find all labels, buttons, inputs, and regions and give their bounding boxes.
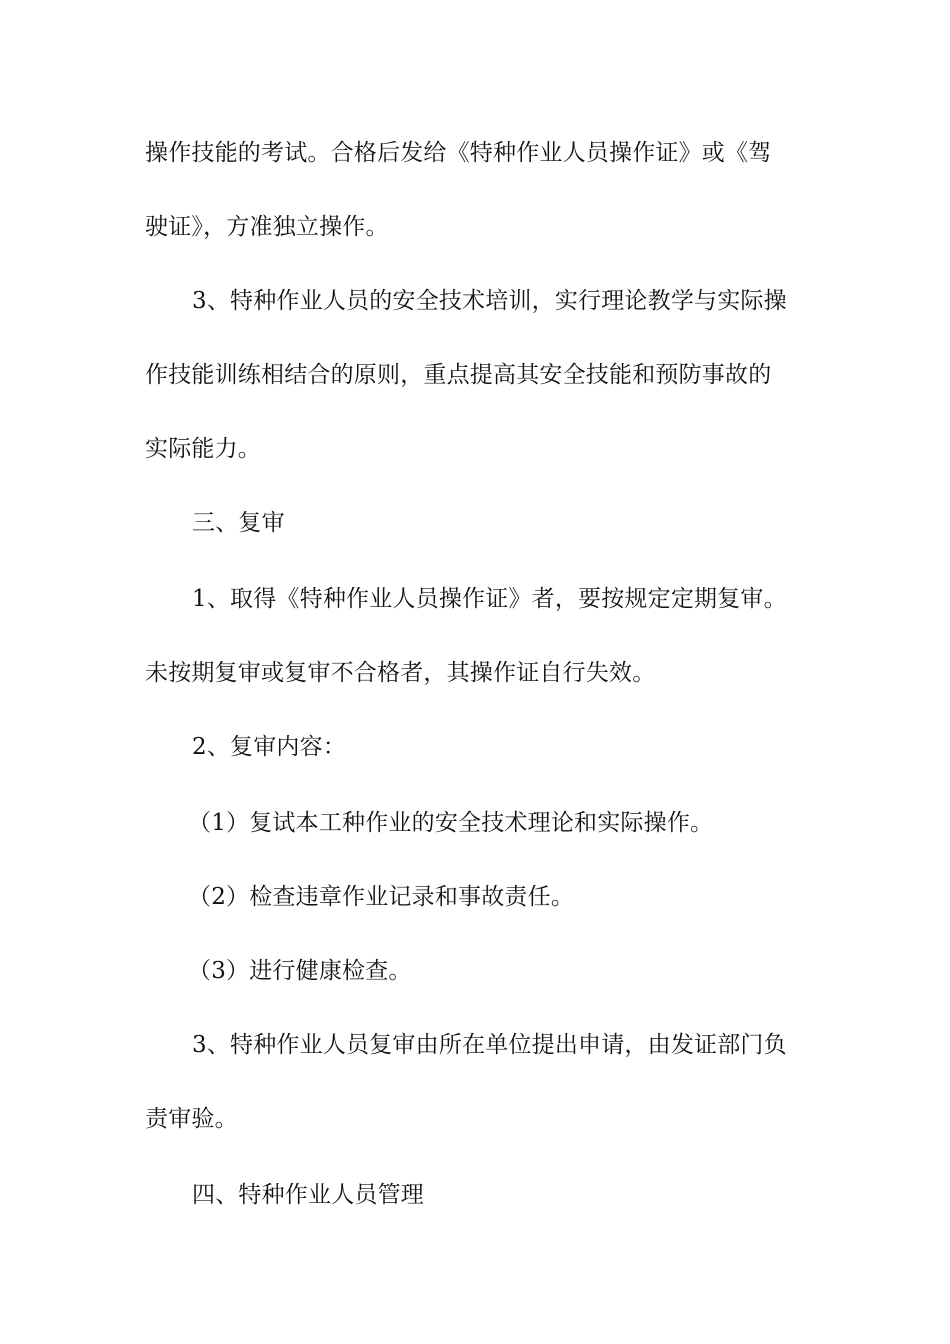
list-item: （3）进行健康检查。 <box>188 958 412 984</box>
paragraph-line: 作技能训练相结合的原则，重点提高其安全技能和预防事故的 <box>145 362 772 388</box>
paragraph-line: 2、复审内容： <box>192 734 347 760</box>
list-item: （2）检查违章作业记录和事故责任。 <box>188 884 575 910</box>
paragraph-line: 实际能力。 <box>145 436 261 462</box>
list-item: （1）复试本工种作业的安全技术理论和实际操作。 <box>188 810 714 836</box>
paragraph-line: 3、特种作业人员复审由所在单位提出申请，由发证部门负 <box>192 1032 787 1058</box>
section-heading: 四、特种作业人员管理 <box>192 1182 424 1208</box>
paragraph-line: 驶证》，方准独立操作。 <box>145 214 389 240</box>
paragraph-line: 1、取得《特种作业人员操作证》者，要按规定定期复审。 <box>192 586 787 612</box>
paragraph-line: 未按期复审或复审不合格者，其操作证自行失效。 <box>145 660 656 686</box>
paragraph-line: 责审验。 <box>145 1106 238 1132</box>
paragraph-line: 3、特种作业人员的安全技术培训，实行理论教学与实际操 <box>192 288 787 314</box>
paragraph-line: 操作技能的考试。合格后发给《特种作业人员操作证》或《驾 <box>145 140 772 166</box>
section-heading: 三、复审 <box>192 510 285 536</box>
